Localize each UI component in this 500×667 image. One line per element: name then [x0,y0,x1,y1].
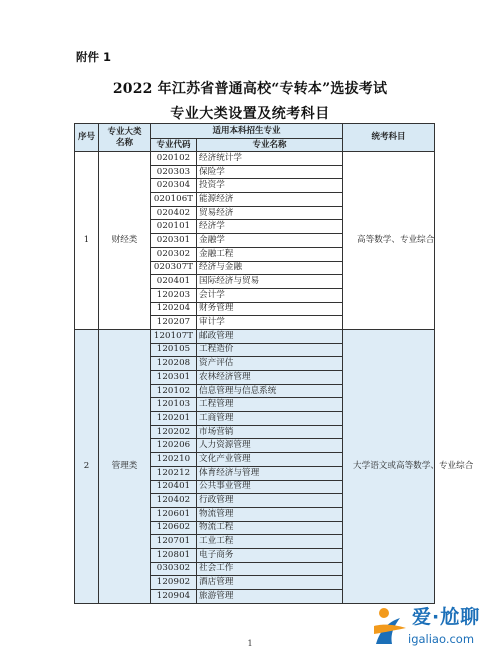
major-name: 贸易经济 [197,206,343,220]
major-name: 资产评估 [197,357,343,371]
major-code: 120208 [151,357,197,371]
major-name: 文化产业管理 [197,453,343,467]
group-category: 管理类 [99,329,151,603]
major-name: 工商管理 [197,412,343,426]
group-finance [75,152,435,330]
major-name: 工程管理 [197,398,343,412]
major-code: 120210 [151,453,197,467]
major-name: 投资学 [197,179,343,193]
major-code: 020303 [151,165,197,179]
major-name: 人力资源管理 [197,439,343,453]
major-code: 020106T [151,193,197,207]
group-management [75,329,474,603]
header-code: 专业代码 [151,139,197,152]
major-code: 020302 [151,247,197,261]
group-exam-subjects: 大学语文或高等数学、专业综合 [343,329,435,603]
major-code: 120107T [151,329,197,343]
major-name: 社会工作 [197,562,343,576]
major-code: 020101 [151,220,197,234]
major-code: 120201 [151,412,197,426]
major-code: 120904 [151,590,197,604]
major-code: 120207 [151,316,197,330]
major-code: 120301 [151,371,197,385]
watermark [368,600,498,660]
table-row [75,152,435,166]
group-seq: 1 [75,152,99,330]
major-name: 审计学 [197,316,343,330]
major-name: 保险学 [197,165,343,179]
major-name: 行政管理 [197,494,343,508]
major-name: 经济学 [197,220,343,234]
watermark-logo-icon [370,604,412,648]
header-majors-group: 适用本科招生专业 [151,124,343,139]
header-seq: 序号 [75,124,99,152]
major-code: 020304 [151,179,197,193]
majors-table [74,123,474,604]
major-name: 金融工程 [197,247,343,261]
header-category: 专业大类名称 [99,124,151,152]
major-code: 020402 [151,206,197,220]
table-row [75,329,435,343]
major-name: 会计学 [197,288,343,302]
major-code: 120102 [151,384,197,398]
major-name: 能源经济 [197,193,343,207]
major-code: 020401 [151,275,197,289]
major-code: 120902 [151,576,197,590]
major-name: 物流管理 [197,507,343,521]
major-name: 财务管理 [197,302,343,316]
major-name: 邮政管理 [197,329,343,343]
header-exam: 统考科目 [343,124,435,152]
watermark-brand: 爱·尬聊 [412,606,481,628]
major-name: 电子商务 [197,548,343,562]
major-name: 工业工程 [197,535,343,549]
table-header [75,124,435,152]
major-code: 120202 [151,425,197,439]
header-name: 专业名称 [197,139,343,152]
major-code: 120402 [151,494,197,508]
major-name: 公共事业管理 [197,480,343,494]
watermark-url: igaliao.com [408,632,475,646]
major-name: 酒店管理 [197,576,343,590]
major-name: 旅游管理 [197,590,343,604]
group-seq: 2 [75,329,99,603]
major-code: 120105 [151,343,197,357]
major-code: 120203 [151,288,197,302]
group-exam-subjects: 高等数学、专业综合 [343,152,435,330]
major-name: 市场营销 [197,425,343,439]
major-name: 金融学 [197,234,343,248]
major-name: 农林经济管理 [197,371,343,385]
major-name: 工程造价 [197,343,343,357]
major-code: 020307T [151,261,197,275]
major-code: 120801 [151,548,197,562]
major-code: 120212 [151,466,197,480]
major-code: 030302 [151,562,197,576]
major-name: 信息管理与信息系统 [197,384,343,398]
major-code: 120206 [151,439,197,453]
major-code: 020301 [151,234,197,248]
document-title: 2022 年江苏省普通高校“专转本”选拔考试 [112,81,388,97]
major-name: 国际经济与贸易 [197,275,343,289]
major-name: 体育经济与管理 [197,466,343,480]
major-code: 020102 [151,152,197,166]
major-name: 经济统计学 [197,152,343,166]
major-name: 经济与金融 [197,261,343,275]
major-code: 120401 [151,480,197,494]
attachment-label: 附件 1 [76,50,112,64]
major-name: 物流工程 [197,521,343,535]
group-category: 财经类 [99,152,151,330]
page-number: 1 [247,639,253,648]
major-code: 120204 [151,302,197,316]
major-code: 120103 [151,398,197,412]
major-code: 120601 [151,507,197,521]
document-subtitle: 专业大类设置及统考科目 [170,106,330,122]
major-code: 120701 [151,535,197,549]
major-code: 120602 [151,521,197,535]
